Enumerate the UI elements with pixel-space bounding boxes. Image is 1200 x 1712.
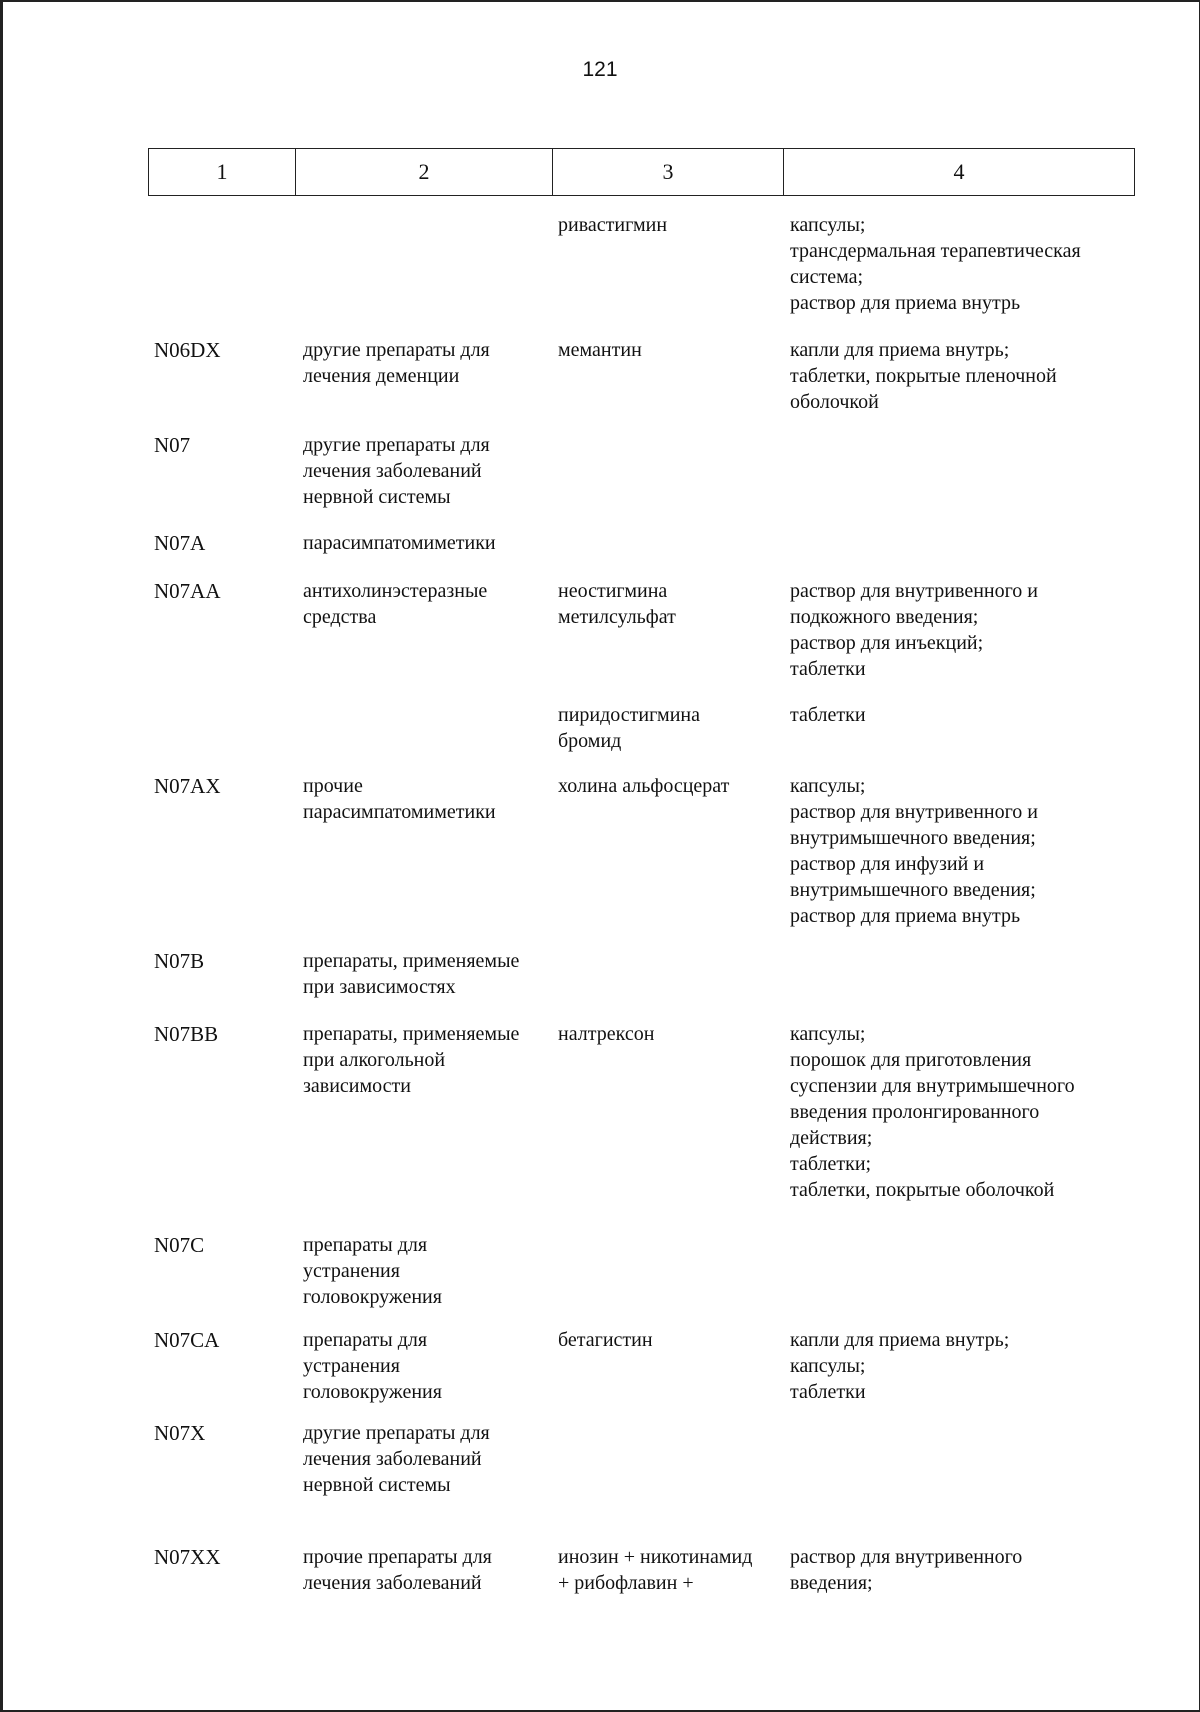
forms-cell bbox=[790, 702, 1135, 728]
forms-line: раствор для приема внутрь bbox=[790, 292, 1021, 314]
group-cell bbox=[303, 1021, 548, 1099]
forms-line: раствор для инъекций; bbox=[790, 632, 984, 654]
forms-line: таблетки, покрытые оболочкой bbox=[790, 1179, 1055, 1201]
forms-line: трансдермальная терапевтическая bbox=[790, 240, 1081, 262]
group-line: антихолинэстеразные bbox=[303, 580, 488, 602]
forms-line: таблетки bbox=[790, 1381, 866, 1403]
column-header-2: 2 bbox=[296, 149, 553, 196]
group-cell bbox=[303, 1327, 548, 1405]
group-cell bbox=[303, 1544, 548, 1596]
forms-line: таблетки bbox=[790, 658, 866, 680]
group-line: лечения деменции bbox=[303, 365, 460, 387]
code-cell bbox=[154, 1021, 284, 1047]
group-line: нервной системы bbox=[303, 486, 451, 508]
forms-line: раствор для приема внутрь bbox=[790, 905, 1021, 927]
group-line: при зависимостях bbox=[303, 976, 456, 998]
group-cell bbox=[303, 337, 548, 389]
drug-line: неостигмина bbox=[558, 580, 668, 602]
group-line: при алкогольной bbox=[303, 1049, 446, 1071]
forms-line: подкожного введения; bbox=[790, 606, 979, 628]
group-line: парасимпатомиметики bbox=[303, 532, 496, 554]
drug-line: инозин + никотинамид bbox=[558, 1546, 753, 1568]
group-line: препараты, применяемые bbox=[303, 950, 520, 972]
code-line: N07BB bbox=[154, 1022, 219, 1046]
drug-line: холина альфосцерат bbox=[558, 775, 730, 797]
code-cell bbox=[154, 1327, 284, 1353]
code-cell bbox=[154, 1544, 284, 1570]
group-line: средства bbox=[303, 606, 377, 628]
forms-line: таблетки, покрытые пленочной bbox=[790, 365, 1057, 387]
code-line: N07CA bbox=[154, 1328, 220, 1352]
group-cell bbox=[303, 530, 548, 556]
page-number: 121 bbox=[582, 58, 618, 81]
forms-cell bbox=[790, 773, 1135, 929]
forms-line: капли для приема внутрь; bbox=[790, 339, 1010, 361]
forms-line: таблетки; bbox=[790, 1153, 872, 1175]
drug-line: мемантин bbox=[558, 339, 642, 361]
column-header-3: 3 bbox=[553, 149, 784, 196]
forms-cell bbox=[790, 1021, 1135, 1203]
forms-cell bbox=[790, 1327, 1135, 1405]
forms-cell bbox=[790, 212, 1135, 316]
forms-line: раствор для инфузий и bbox=[790, 853, 985, 875]
drug-cell bbox=[558, 773, 788, 799]
code-cell bbox=[154, 432, 284, 458]
forms-line: порошок для приготовления bbox=[790, 1049, 1032, 1071]
drug-line: + рибофлавин + bbox=[558, 1572, 694, 1594]
code-line: N07 bbox=[154, 433, 191, 457]
forms-line: капсулы; bbox=[790, 1355, 866, 1377]
code-line: N07C bbox=[154, 1233, 205, 1257]
forms-cell bbox=[790, 578, 1135, 682]
group-line: устранения bbox=[303, 1355, 400, 1377]
drug-cell bbox=[558, 1327, 788, 1353]
drug-cell bbox=[558, 1544, 788, 1596]
forms-line: внутримышечного введения; bbox=[790, 827, 1036, 849]
group-line: лечения заболеваний bbox=[303, 460, 482, 482]
drug-cell bbox=[558, 212, 788, 238]
forms-line: раствор для внутривенного и bbox=[790, 580, 1039, 602]
code-cell bbox=[154, 337, 284, 363]
group-line: препараты для bbox=[303, 1329, 428, 1351]
group-line: другие препараты для bbox=[303, 339, 490, 361]
code-cell bbox=[154, 948, 284, 974]
forms-line: система; bbox=[790, 266, 864, 288]
group-line: головокружения bbox=[303, 1286, 442, 1308]
forms-line: раствор для внутривенного bbox=[790, 1546, 1023, 1568]
group-cell bbox=[303, 578, 548, 630]
group-line: головокружения bbox=[303, 1381, 442, 1403]
forms-line: капсулы; bbox=[790, 1023, 866, 1045]
table-header bbox=[148, 148, 1135, 196]
group-cell bbox=[303, 1232, 548, 1310]
forms-line: оболочкой bbox=[790, 391, 879, 413]
forms-cell bbox=[790, 337, 1135, 415]
group-line: препараты для bbox=[303, 1234, 428, 1256]
code-cell bbox=[154, 773, 284, 799]
column-header-4: 4 bbox=[784, 149, 1135, 196]
forms-line: капсулы; bbox=[790, 775, 866, 797]
group-line: лечения заболеваний bbox=[303, 1572, 482, 1594]
group-cell bbox=[303, 773, 548, 825]
drug-line: ривастигмин bbox=[558, 214, 668, 236]
group-line: другие препараты для bbox=[303, 434, 490, 456]
code-line: N07AA bbox=[154, 579, 221, 603]
column-header-1: 1 bbox=[149, 149, 296, 196]
drug-line: метилсульфат bbox=[558, 606, 676, 628]
group-cell bbox=[303, 1420, 548, 1498]
code-line: N07B bbox=[154, 949, 205, 973]
forms-line: введения пролонгированного bbox=[790, 1101, 1040, 1123]
code-line: N07XX bbox=[154, 1545, 221, 1569]
group-line: устранения bbox=[303, 1260, 400, 1282]
drug-cell bbox=[558, 578, 788, 630]
drug-line: бетагистин bbox=[558, 1329, 653, 1351]
drug-line: налтрексон bbox=[558, 1023, 655, 1045]
group-line: лечения заболеваний bbox=[303, 1448, 482, 1470]
forms-cell bbox=[790, 1544, 1135, 1596]
drug-line: бромид bbox=[558, 730, 622, 752]
drug-cell bbox=[558, 702, 788, 754]
forms-line: действия; bbox=[790, 1127, 873, 1149]
group-line: прочие препараты для bbox=[303, 1546, 492, 1568]
group-cell bbox=[303, 432, 548, 510]
forms-line: капсулы; bbox=[790, 214, 866, 236]
group-cell bbox=[303, 948, 548, 1000]
code-line: N07X bbox=[154, 1421, 206, 1445]
forms-line: таблетки bbox=[790, 704, 866, 726]
group-line: зависимости bbox=[303, 1075, 411, 1097]
group-line: препараты, применяемые bbox=[303, 1023, 520, 1045]
forms-line: внутримышечного введения; bbox=[790, 879, 1036, 901]
code-cell bbox=[154, 1232, 284, 1258]
group-line: парасимпатомиметики bbox=[303, 801, 496, 823]
code-line: N06DX bbox=[154, 338, 221, 362]
code-line: N07AX bbox=[154, 774, 221, 798]
code-cell bbox=[154, 530, 284, 556]
drug-cell bbox=[558, 337, 788, 363]
forms-line: капли для приема внутрь; bbox=[790, 1329, 1010, 1351]
forms-line: введения; bbox=[790, 1572, 873, 1594]
code-cell bbox=[154, 1420, 284, 1446]
group-line: другие препараты для bbox=[303, 1422, 490, 1444]
group-line: прочие bbox=[303, 775, 363, 797]
drug-line: пиридостигмина bbox=[558, 704, 700, 726]
forms-line: раствор для внутривенного и bbox=[790, 801, 1039, 823]
code-line: N07A bbox=[154, 531, 206, 555]
drug-cell bbox=[558, 1021, 788, 1047]
code-cell bbox=[154, 578, 284, 604]
group-line: нервной системы bbox=[303, 1474, 451, 1496]
forms-line: суспензии для внутримышечного bbox=[790, 1075, 1075, 1097]
